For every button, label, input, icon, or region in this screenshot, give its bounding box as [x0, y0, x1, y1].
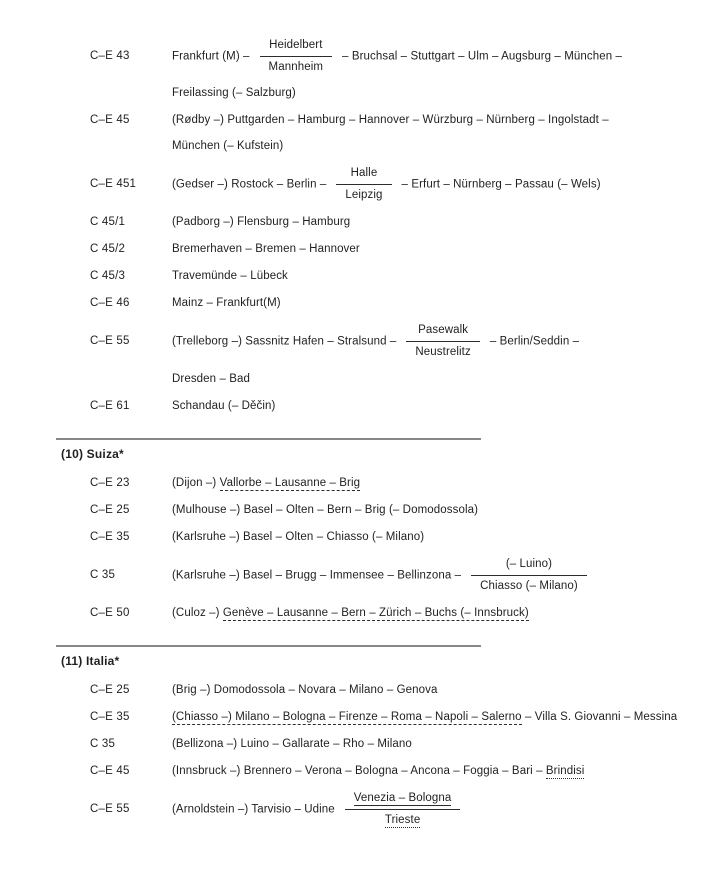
route-entry: [0, 113, 708, 154]
route-fraction: [260, 38, 333, 75]
section-divider: [56, 645, 481, 647]
route-entry: [0, 296, 708, 311]
route-entry: [0, 372, 708, 387]
route-entry: [0, 557, 708, 594]
route-content: [172, 86, 708, 101]
route-line: [90, 113, 708, 128]
route-code: C 45/1: [90, 216, 126, 228]
route-text: Frankfurt (M) –: [172, 50, 250, 63]
route-text: Mannheim: [268, 61, 324, 73]
route-code: C–E 35: [90, 531, 130, 543]
route-section: [0, 438, 708, 621]
route-fraction: [345, 791, 461, 828]
route-line: [90, 606, 708, 621]
route-section: [0, 38, 708, 414]
route-entry: [0, 399, 708, 414]
route-content: [172, 503, 708, 518]
route-content: [172, 296, 708, 311]
route-content: [172, 557, 708, 594]
route-code: C 45/3: [90, 270, 126, 282]
route-content: [172, 399, 708, 414]
route-code: C–E 23: [90, 477, 130, 489]
route-code: C–E 451: [90, 178, 137, 190]
route-entry: [0, 710, 708, 725]
route-content: [172, 530, 708, 545]
route-text: Halle: [350, 167, 378, 179]
route-line: [90, 791, 708, 828]
route-line: [90, 372, 708, 387]
route-entry: [0, 215, 708, 230]
route-fraction-top: [497, 557, 561, 575]
route-content: [172, 476, 708, 491]
route-fraction-top: [409, 323, 477, 341]
route-line: [90, 269, 708, 284]
route-entry: [0, 323, 708, 360]
route-text: – Bruchsal – Stuttgart – Ulm – Augsburg – München –: [342, 50, 623, 63]
route-fraction: [406, 323, 479, 360]
route-text: (Arnoldstein –) Tarvisio – Udine: [172, 803, 335, 816]
route-entry: [0, 38, 708, 101]
route-text: Genève – Lausanne – Bern – Zürich – Buchs (– Innsbruck): [222, 607, 529, 619]
route-entry: [0, 476, 708, 491]
route-text: (– Luino): [505, 558, 553, 570]
route-fraction-bottom: [376, 810, 429, 828]
route-content: [172, 606, 708, 621]
route-content: [172, 791, 708, 828]
route-text: – Erfurt – Nürnberg – Passau (– Wels): [401, 178, 601, 191]
route-text: Chiasso (– Milano): [480, 580, 578, 592]
route-entry: [0, 764, 708, 779]
route-text: Neustrelitz: [415, 346, 471, 358]
route-line: [90, 476, 708, 491]
route-code: C–E 61: [90, 400, 130, 412]
route-text: (Trelleborg –) Sassnitz Hafen – Stralsund –: [172, 335, 397, 348]
route-content: [172, 215, 708, 230]
route-entry: [0, 737, 708, 752]
section-heading: (10) Suiza*: [61, 447, 124, 461]
route-line: [90, 503, 708, 518]
route-text: Pasewalk: [418, 324, 469, 336]
route-text: (Rødby –) Puttgarden – Hamburg – Hannover – Würzburg – Nürnberg – Ingolstadt –: [172, 114, 609, 126]
route-content: [172, 242, 708, 257]
route-line: [90, 166, 708, 203]
route-line: [90, 764, 708, 779]
route-text: (Bellizona –) Luino – Gallarate – Rho – Milano: [172, 738, 412, 750]
route-code: C–E 25: [90, 504, 130, 516]
route-text: Vallorbe – Lausanne – Brig: [219, 477, 361, 489]
route-content: [172, 683, 708, 698]
route-content: [172, 38, 708, 75]
route-code: C–E 45: [90, 765, 130, 777]
route-text: Heidelbert: [269, 39, 323, 51]
route-content: [172, 764, 708, 779]
route-code: C–E 35: [90, 711, 130, 723]
route-code: C–E 46: [90, 297, 130, 309]
route-text: Schandau (– Děčin): [172, 400, 276, 412]
route-fraction-bottom: [406, 342, 479, 360]
route-line: [90, 38, 708, 75]
route-text: Venezia – Bologna: [353, 792, 452, 804]
route-line: [90, 215, 708, 230]
route-content: [172, 113, 708, 128]
route-fraction-top: [342, 166, 387, 184]
section-divider: [56, 438, 481, 440]
route-content: [172, 710, 708, 725]
route-text: (Mulhouse –) Basel – Olten – Bern – Brig (– Domodossola): [172, 504, 479, 516]
route-text: Leipzig: [345, 189, 383, 201]
route-code: C–E 43: [90, 50, 130, 62]
route-line: [90, 296, 708, 311]
route-text: (Karlsruhe –) Basel – Olten – Chiasso (– Milano): [172, 531, 425, 543]
route-fraction-top: [260, 38, 331, 56]
route-line: [90, 737, 708, 752]
route-fraction-bottom: [260, 57, 333, 75]
route-content: [172, 372, 708, 387]
route-line: [90, 242, 708, 257]
route-line: [90, 323, 708, 360]
route-entry: [0, 269, 708, 284]
route-text: (Gedser –) Rostock – Berlin –: [172, 178, 327, 191]
route-text: (Dijon –): [172, 477, 220, 489]
route-code: C 45/2: [90, 243, 126, 255]
route-entry: [0, 242, 708, 257]
route-content: [172, 139, 708, 154]
route-section: [0, 645, 708, 828]
route-fraction-bottom: [471, 576, 587, 594]
route-text: – Berlin/Seddin –: [489, 335, 580, 348]
route-line: [90, 139, 708, 154]
route-content: [172, 269, 708, 284]
route-code: C–E 55: [90, 803, 130, 815]
route-text: Mainz – Frankfurt(M): [172, 297, 281, 309]
section-heading: (11) Italia*: [61, 654, 120, 668]
route-line: [90, 86, 708, 101]
route-text: (Brig –) Domodossola – Novara – Milano – Genova: [172, 684, 438, 696]
route-content: [172, 166, 708, 203]
route-entry: [0, 683, 708, 698]
route-line: [90, 530, 708, 545]
route-entry: [0, 791, 708, 828]
route-text: Brindisi: [545, 765, 585, 777]
route-text: (Innsbruck –) Brennero – Verona – Bologna – Ancona – Foggia – Bari –: [172, 765, 546, 777]
route-code: C–E 55: [90, 335, 130, 347]
route-entry: [0, 166, 708, 203]
route-fraction-top: [345, 791, 461, 809]
route-content: [172, 737, 708, 752]
route-text: (Karlsruhe –) Basel – Brugg – Immensee – Bellinzona –: [172, 569, 462, 582]
route-text: Dresden – Bad: [172, 373, 251, 385]
route-content: [172, 323, 708, 360]
route-fraction-bottom: [336, 185, 391, 203]
route-line: [90, 399, 708, 414]
route-code: C 35: [90, 569, 116, 581]
route-code: C 35: [90, 738, 116, 750]
route-line: [90, 710, 708, 725]
route-text: Bremerhaven – Bremen – Hannover: [172, 243, 360, 255]
route-text: München (– Kufstein): [172, 140, 284, 152]
route-line: [90, 683, 708, 698]
route-text: Freilassing (– Salzburg): [172, 87, 296, 99]
route-code: C–E 50: [90, 607, 130, 619]
route-text: (Padborg –) Flensburg – Hamburg: [172, 216, 351, 228]
route-entry: [0, 606, 708, 621]
route-text: Trieste: [384, 814, 421, 826]
route-text: Travemünde – Lübeck: [172, 270, 288, 282]
route-code: C–E 25: [90, 684, 130, 696]
route-text: (Chiasso –) Milano – Bologna – Firenze – Roma – Napoli – Salerno: [172, 711, 522, 723]
route-code: C–E 45: [90, 114, 130, 126]
route-line: [90, 557, 708, 594]
route-fraction: [471, 557, 587, 594]
route-text: – Villa S. Giovanni – Messina: [521, 711, 678, 723]
route-fraction: [336, 166, 391, 203]
route-entry: [0, 503, 708, 518]
route-text: (Culoz –): [172, 607, 223, 619]
route-entry: [0, 530, 708, 545]
